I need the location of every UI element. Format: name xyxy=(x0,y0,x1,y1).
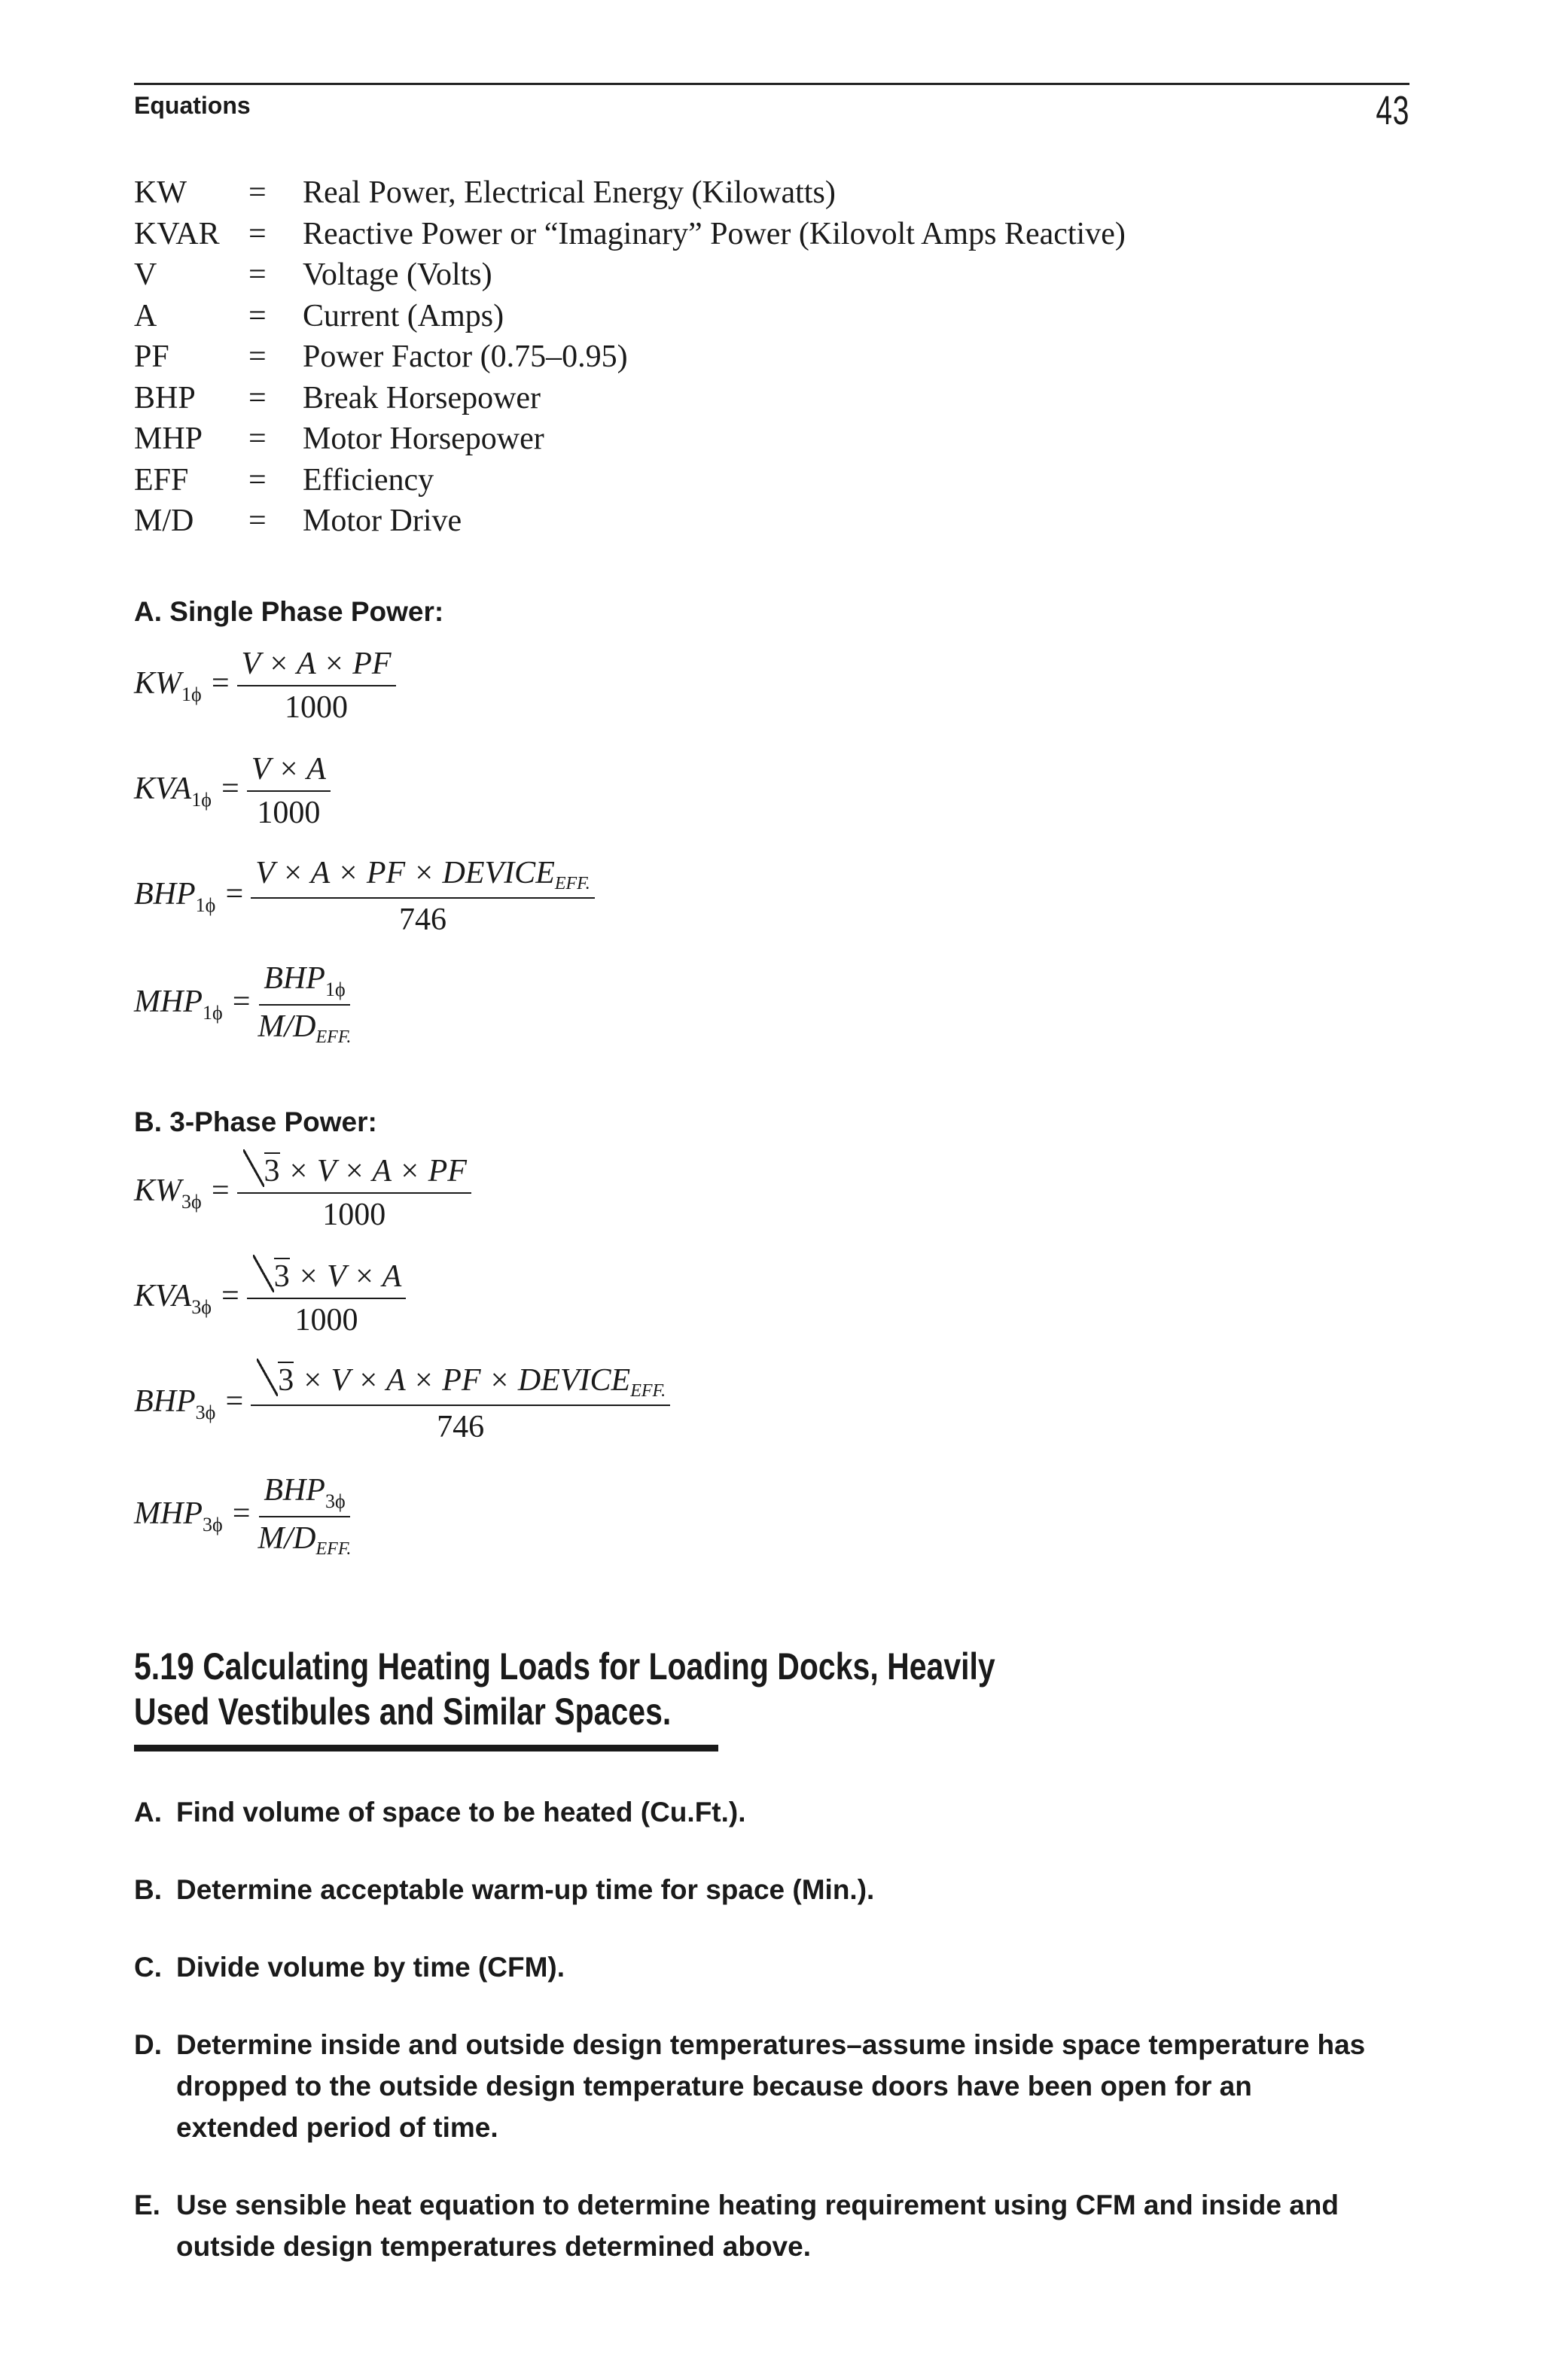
definition-description: Reactive Power or “Imaginary” Power (Kilovolt Amps Reactive) xyxy=(303,216,1126,251)
numerator: 3 × V × A xyxy=(247,1258,406,1299)
definition-term: V xyxy=(134,257,157,292)
definition-term: MHP xyxy=(134,422,203,456)
definition-equals: = xyxy=(248,422,267,456)
numerator: 3 × V × A × PF xyxy=(237,1153,471,1194)
list-item xyxy=(134,2024,1369,2148)
definition-description: Current (Amps) xyxy=(303,298,504,333)
definition-term: BHP xyxy=(134,380,196,415)
formula-lhs: $KVA_{3\phi}$ = xyxy=(134,1279,241,1318)
numerator: $BHP_{1\phi}$ xyxy=(259,960,349,1006)
definition-equals: = xyxy=(248,257,267,292)
denominator: 1000 xyxy=(257,796,321,830)
step-letter: D. xyxy=(134,2029,162,2060)
formula-kva-1phase xyxy=(134,751,331,831)
denominator: 1000 xyxy=(294,1303,358,1338)
definition-term: EFF xyxy=(134,462,189,498)
page-number: 43 xyxy=(1376,88,1409,133)
fraction xyxy=(237,646,396,726)
square-root: 3 xyxy=(255,1363,294,1398)
definition-equals: = xyxy=(248,504,267,538)
list-item xyxy=(134,1791,1369,1833)
definition-term: PF xyxy=(134,339,169,374)
formula-bhp-3phase xyxy=(134,1362,670,1445)
fraction xyxy=(237,1153,471,1233)
definition-equals: = xyxy=(248,175,267,210)
square-root: 3 xyxy=(242,1154,280,1188)
fraction xyxy=(247,751,331,831)
formula-kw-3phase xyxy=(134,1153,471,1233)
formula-lhs: $KW_{3\phi}$ = xyxy=(134,1173,231,1213)
formula-kva-3phase xyxy=(134,1258,406,1338)
step-text: Determine inside and outside design temperatures–assume inside space temperature has dropped to the outside design temperature because doors have been open for an extended period of time. xyxy=(176,2029,1366,2143)
square-root: 3 xyxy=(251,1259,290,1294)
formula-lhs: $BHP_{1\phi}$ = xyxy=(134,877,245,916)
numerator: $BHP_{3\phi}$ xyxy=(259,1472,349,1517)
formula-lhs: $KVA_{1\phi}$ = xyxy=(134,772,241,811)
list-item xyxy=(134,2184,1369,2267)
list-item xyxy=(134,1946,1369,1988)
definition-description: Voltage (Volts) xyxy=(303,257,492,292)
definition-term: KVAR xyxy=(134,216,220,251)
formula-lhs: $MHP_{3\phi}$ = xyxy=(134,1496,252,1535)
header-rule xyxy=(134,83,1409,85)
list-item xyxy=(134,1869,1369,1910)
fraction xyxy=(251,855,595,938)
denominator: 1000 xyxy=(322,1198,386,1232)
definition-description: Power Factor (0.75–0.95) xyxy=(303,339,628,374)
section-heading-line: Used Vestibules and Similar Spaces. xyxy=(134,1691,672,1733)
definition-equals: = xyxy=(248,339,267,374)
section-underline xyxy=(134,1745,718,1752)
fraction xyxy=(247,1258,406,1338)
fraction xyxy=(258,960,352,1048)
definition-equals: = xyxy=(248,298,267,333)
numerator: V × A × PF × DEVICEEFF. xyxy=(251,855,595,899)
formula-mhp-3phase xyxy=(134,1472,351,1560)
formula-bhp-1phase xyxy=(134,855,595,938)
definition-term: A xyxy=(134,298,157,333)
definition-equals: = xyxy=(248,380,267,415)
numerator: V × A × PF xyxy=(237,646,396,686)
running-header: Equations xyxy=(134,92,251,119)
formula-lhs: $MHP_{1\phi}$ = xyxy=(134,985,252,1024)
step-letter: A. xyxy=(134,1797,162,1828)
denominator: M/DEFF. xyxy=(258,1009,352,1047)
fraction xyxy=(251,1362,670,1445)
step-text: Find volume of space to be heated (Cu.Ft.). xyxy=(176,1797,746,1828)
step-letter: B. xyxy=(134,1874,162,1905)
formula-kw-1phase xyxy=(134,646,396,726)
denominator: 746 xyxy=(437,1410,485,1444)
step-text: Divide volume by time (CFM). xyxy=(176,1952,565,1983)
denominator: 746 xyxy=(398,902,446,937)
formula-lhs: $BHP_{3\phi}$ = xyxy=(134,1384,245,1423)
definition-description: Break Horsepower xyxy=(303,380,541,415)
definition-equals: = xyxy=(248,216,267,251)
fraction xyxy=(258,1472,352,1560)
denominator: M/DEFF. xyxy=(258,1521,352,1559)
definition-term: KW xyxy=(134,175,187,210)
definition-description: Motor Drive xyxy=(303,504,462,538)
step-letter: E. xyxy=(134,2190,160,2220)
section-heading-line: 5.19 Calculating Heating Loads for Loading Docks, Heavily xyxy=(134,1645,995,1688)
numerator: V × A xyxy=(247,751,331,792)
definition-equals: = xyxy=(248,462,267,498)
step-letter: C. xyxy=(134,1952,162,1983)
single-phase-label: A. Single Phase Power: xyxy=(134,596,444,627)
step-text: Determine acceptable warm-up time for space (Min.). xyxy=(176,1874,875,1905)
section-heading xyxy=(134,1644,1122,1734)
definition-description: Motor Horsepower xyxy=(303,422,544,456)
formula-lhs: $KW_{1\phi}$ = xyxy=(134,666,231,705)
definition-term: M/D xyxy=(134,504,194,538)
steps-list xyxy=(134,1791,1369,2303)
definition-description: Efficiency xyxy=(303,462,434,498)
numerator: 3 × V × A × PF × DEVICEEFF. xyxy=(251,1362,670,1406)
denominator: 1000 xyxy=(285,690,349,725)
definition-description: Real Power, Electrical Energy (Kilowatts) xyxy=(303,175,836,210)
formula-mhp-1phase xyxy=(134,960,351,1048)
step-text: Use sensible heat equation to determine heating requirement using CFM and inside and outside design temperatures determined above. xyxy=(176,2190,1339,2262)
three-phase-label: B. 3-Phase Power: xyxy=(134,1106,377,1137)
